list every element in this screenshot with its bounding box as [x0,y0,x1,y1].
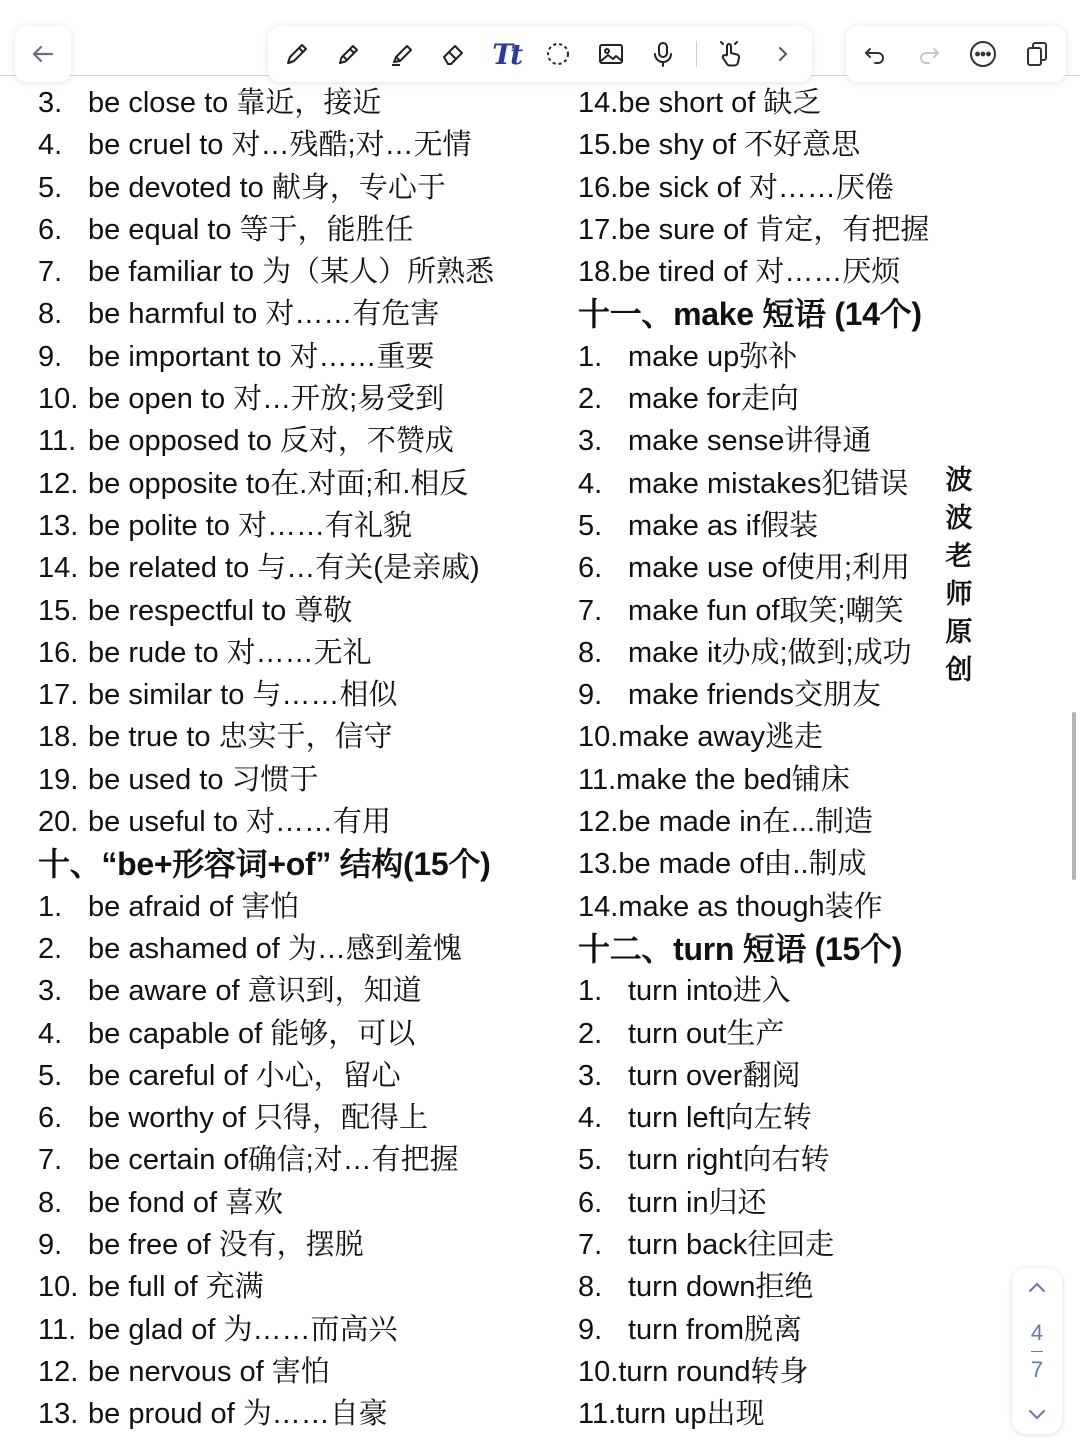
list-item [38,1224,568,1266]
list-item-text: be fond of 喜欢 [88,1186,284,1219]
list-item-number: 7. [578,1229,603,1262]
page-number-divider [1031,1351,1043,1352]
list-item-number: 7. [578,594,603,627]
image-icon [596,39,626,69]
list-item [38,209,568,251]
list-item-number: 8. [38,1186,63,1219]
touch-mode-button[interactable] [712,35,750,73]
list-item-text: be equal to 等于，能胜任 [88,213,414,246]
list-item-number: 6. [38,1102,63,1135]
list-item-text: turn from脱离 [628,1313,803,1346]
list-item [38,1013,568,1055]
eraser-icon [439,39,469,69]
list-item [578,82,958,124]
list-item-number: 4. [578,1102,603,1135]
list-item [578,759,958,801]
redo-icon [914,39,944,69]
highlighter-tool-button[interactable] [383,35,421,73]
list-item-text: turn into进入 [628,975,791,1008]
list-item-text: turn out生产 [628,1017,785,1050]
more-tools-button[interactable] [764,35,802,73]
list-item [578,1224,958,1266]
list-item-number: 1. [578,340,603,373]
list-item [38,632,568,674]
list-item [578,886,958,928]
list-item-text: turn in归还 [628,1186,767,1219]
list-item-number: 19. [38,763,79,796]
list-item-text: be sure of 肯定，有把握 [618,213,930,246]
list-item-text: be shy of 不好意思 [618,129,861,162]
list-item-number: 15. [578,129,619,162]
undo-button[interactable] [856,35,894,73]
pen-icon [282,39,312,69]
highlighter-icon [387,39,417,69]
list-item-text: be opposed to 反对，不赞成 [88,425,454,458]
list-item-text: be important to 对……重要 [88,340,435,373]
back-arrow-icon [29,40,57,68]
list-item-number: 16. [578,171,619,204]
list-item [38,1351,568,1393]
list-item-text: make fun of取笑;嘲笑 [628,594,904,627]
list-item-number: 4. [38,129,63,162]
list-item-number: 9. [578,679,603,712]
total-page-count: 7 [1030,1356,1044,1382]
list-item-text: be true to 忠实于，信守 [88,721,393,754]
watermark-char: 波 [945,503,973,534]
list-item-number: 11. [38,1313,77,1346]
list-item-text: make as though装作 [618,890,883,923]
list-item-text: be free of 没有，摆脱 [88,1229,364,1262]
list-item-number: 9. [38,1229,63,1262]
list-item [578,1055,958,1097]
list-item-number: 12. [38,467,79,500]
list-item [38,886,568,928]
list-item [38,1097,568,1139]
page-up-button[interactable] [1026,1280,1048,1294]
list-item-text: be open to 对…开放;易受到 [88,383,445,416]
more-options-button[interactable] [964,35,1002,73]
list-item [38,82,568,124]
list-item-text: make away逃走 [618,721,823,754]
list-item-number: 5. [38,171,63,204]
list-item-text: be sick of 对……厌倦 [618,171,894,204]
list-item [578,970,958,1012]
list-item [578,547,958,589]
back-button[interactable] [15,26,71,82]
list-item-text: be full of 充满 [88,1271,264,1304]
list-item [38,378,568,420]
list-item-text: be harmful to 对……有危害 [88,298,440,331]
list-item [38,1055,568,1097]
current-page-number: 4 [1030,1319,1044,1345]
list-item [578,801,958,843]
list-item [578,1266,958,1308]
notes-right-column [578,82,958,1436]
list-item-text: turn left向左转 [628,1102,812,1135]
list-item-text: turn back往回走 [628,1229,835,1262]
list-item-number: 13. [38,509,79,542]
undo-icon [860,39,890,69]
list-item [38,801,568,843]
list-item-number: 14. [578,890,619,923]
list-item-text: be tired of 对……厌烦 [618,256,901,289]
list-item-number: 7. [38,256,63,289]
list-item [578,1309,958,1351]
document-controls [846,26,1066,82]
list-item-text: turn round转身 [618,1355,809,1388]
list-item-text: be related to 与…有关(是亲戚) [88,552,480,585]
list-item [38,420,568,462]
list-item-number: 8. [578,636,603,669]
list-item [38,1309,568,1351]
list-item-text: make friends交朋友 [628,679,882,712]
list-item [578,843,958,885]
list-item-text: be careful of 小心，留心 [88,1059,401,1092]
list-item [578,336,958,378]
list-item-number: 5. [578,1144,603,1177]
list-item [38,293,568,335]
list-item-text: turn up出现 [616,1398,765,1431]
list-item-number: 14. [578,87,619,119]
list-item-text: be similar to 与……相似 [88,679,398,712]
list-item [578,167,958,209]
list-item-text: be opposite to在.对面;和.相反 [88,467,469,500]
list-item [38,1393,568,1435]
list-item [38,124,568,166]
list-item [578,251,958,293]
lasso-tool-button[interactable] [539,35,577,73]
list-item-number: 3. [38,87,63,119]
page-navigator [1012,1268,1062,1434]
list-item-number: 8. [578,1271,603,1304]
text-tool-icon: Tt [492,37,521,71]
list-item-text: make as if假装 [628,509,819,542]
list-item [38,1266,568,1308]
author-watermark [944,462,974,690]
list-item-number: 14. [38,552,79,585]
list-item-number: 8. [38,298,63,331]
hand-touch-icon [716,39,746,69]
list-item-number: 13. [578,848,619,881]
list-item-text: be familiar to 为（某人）所熟悉 [88,256,495,289]
list-item-number: 12. [38,1355,79,1388]
watermark-char: 师 [945,579,973,610]
list-item-text: make for走向 [628,383,799,416]
list-item-text: make sense讲得通 [628,425,872,458]
text-tool-button[interactable] [487,35,525,73]
scrollbar-thumb[interactable] [1072,712,1076,880]
list-item [38,547,568,589]
list-item-number: 9. [578,1313,603,1346]
list-item-number: 10. [38,1271,79,1304]
list-item-text: be nervous of 害怕 [88,1355,330,1388]
list-item-text: make up弥补 [628,340,798,373]
list-item [38,336,568,378]
list-item [578,1393,958,1435]
pen-tool-button[interactable] [278,35,316,73]
list-item-number: 10. [578,1355,619,1388]
microphone-icon [648,39,678,69]
list-item [578,590,958,632]
list-item-number: 6. [38,213,63,246]
list-item [578,1097,958,1139]
list-item-number: 6. [578,1186,603,1219]
list-item-text: make mistakes犯错误 [628,467,909,500]
list-item-text: be rude to 对……无礼 [88,636,372,669]
list-item [578,674,958,716]
watermark-char: 创 [945,655,973,686]
list-item-number: 9. [38,340,63,373]
lasso-icon [543,39,573,69]
pages-icon [1022,39,1052,69]
notes-left-column [38,82,568,1436]
list-item-number: 11. [578,1398,617,1431]
list-item-text: be aware of 意识到，知道 [88,975,422,1008]
list-item-number: 5. [578,509,603,542]
list-item-text: be glad of 为……而高兴 [88,1313,398,1346]
list-item [38,167,568,209]
list-item [38,1139,568,1181]
list-item-number: 10. [38,383,79,416]
list-item [38,251,568,293]
list-item-number: 5. [38,1059,63,1092]
list-item-text: be close to 靠近，接近 [88,87,382,119]
list-item-text: make it办成;做到;成功 [628,636,912,669]
list-item [578,1139,958,1181]
page-down-button[interactable] [1026,1408,1048,1422]
list-item [578,1013,958,1055]
watermark-char: 原 [945,617,973,648]
microphone-button[interactable] [644,35,682,73]
list-item-number: 6. [578,552,603,585]
list-item [578,124,958,166]
list-item-text: turn over翻阅 [628,1059,801,1092]
list-item-number: 2. [38,932,63,965]
pencil-icon [334,39,364,69]
list-item-number: 12. [578,806,619,839]
list-item [38,716,568,758]
list-item [578,632,958,674]
list-item [578,1182,958,1224]
list-item-text: be made of由..制成 [618,848,867,881]
list-item-number: 1. [38,890,63,923]
watermark-char: 老 [945,541,973,572]
list-item-text: turn down拒绝 [628,1271,814,1304]
list-item-text: be respectful to 尊敬 [88,594,353,627]
list-item-number: 11. [38,425,77,458]
list-item-number: 18. [578,256,619,289]
list-item-number: 3. [578,425,603,458]
list-item-text: make use of使用;利用 [628,552,911,585]
list-item-number: 2. [578,383,603,416]
list-item-text: be cruel to 对…残酷;对…无情 [88,129,472,162]
list-item-number: 13. [38,1398,79,1431]
list-item [578,420,958,462]
list-item [38,1182,568,1224]
list-item [38,674,568,716]
list-item-number: 3. [578,1059,603,1092]
list-item-text: be worthy of 只得，配得上 [88,1102,429,1135]
list-item-number: 20. [38,806,79,839]
pencil-tool-button[interactable] [330,35,368,73]
list-item-text: turn right向右转 [628,1144,830,1177]
list-item-number: 10. [578,721,619,754]
tool-palette [268,26,812,82]
section-heading: 十、“be+形容词+of” 结构(15个) [38,846,491,883]
list-item [578,505,958,547]
more-icon [968,39,998,69]
list-item-text: make the bed铺床 [616,763,850,796]
section-heading: 十二、turn 短语 (15个) [578,930,903,967]
list-item [578,378,958,420]
list-item-number: 16. [38,636,79,669]
list-item-number: 18. [38,721,79,754]
list-item-number: 17. [578,213,619,246]
section-heading: 十一、make 短语 (14个) [578,296,922,333]
pages-button[interactable] [1018,35,1056,73]
list-item [38,463,568,505]
list-item [578,1351,958,1393]
list-item [38,759,568,801]
list-item-text: be made in在...制造 [618,806,873,839]
list-item-text: be short of 缺乏 [618,87,822,119]
list-item-text: be proud of 为……自豪 [88,1398,388,1431]
list-item [38,970,568,1012]
list-item-number: 4. [578,467,603,500]
list-item-number: 1. [578,975,603,1008]
list-item-text: be capable of 能够，可以 [88,1017,416,1050]
redo-button[interactable] [910,35,948,73]
list-item-text: be certain of确信;对…有把握 [88,1144,459,1177]
list-item-text: be used to 习惯于 [88,763,319,796]
list-item-number: 3. [38,975,63,1008]
list-item-number: 2. [578,1017,603,1050]
watermark-char: 波 [945,465,973,496]
list-item-text: be useful to 对……有用 [88,806,391,839]
list-item [578,716,958,758]
list-item-text: be afraid of 害怕 [88,890,300,923]
image-tool-button[interactable] [592,35,630,73]
list-item [38,928,568,970]
toolbar-separator [696,41,697,67]
eraser-tool-button[interactable] [435,35,473,73]
list-item-text: be ashamed of 为…感到羞愧 [88,932,462,965]
chevron-right-icon [768,39,798,69]
list-item-text: be devoted to 献身，专心于 [88,171,446,204]
list-item-number: 11. [578,763,617,796]
list-item-text: be polite to 对……有礼貌 [88,509,412,542]
list-item-number: 7. [38,1144,63,1177]
list-item [38,505,568,547]
list-item [38,590,568,632]
list-item-number: 17. [38,679,79,712]
list-item [578,463,958,505]
list-item-number: 4. [38,1017,63,1050]
list-item [578,209,958,251]
list-item-number: 15. [38,594,79,627]
